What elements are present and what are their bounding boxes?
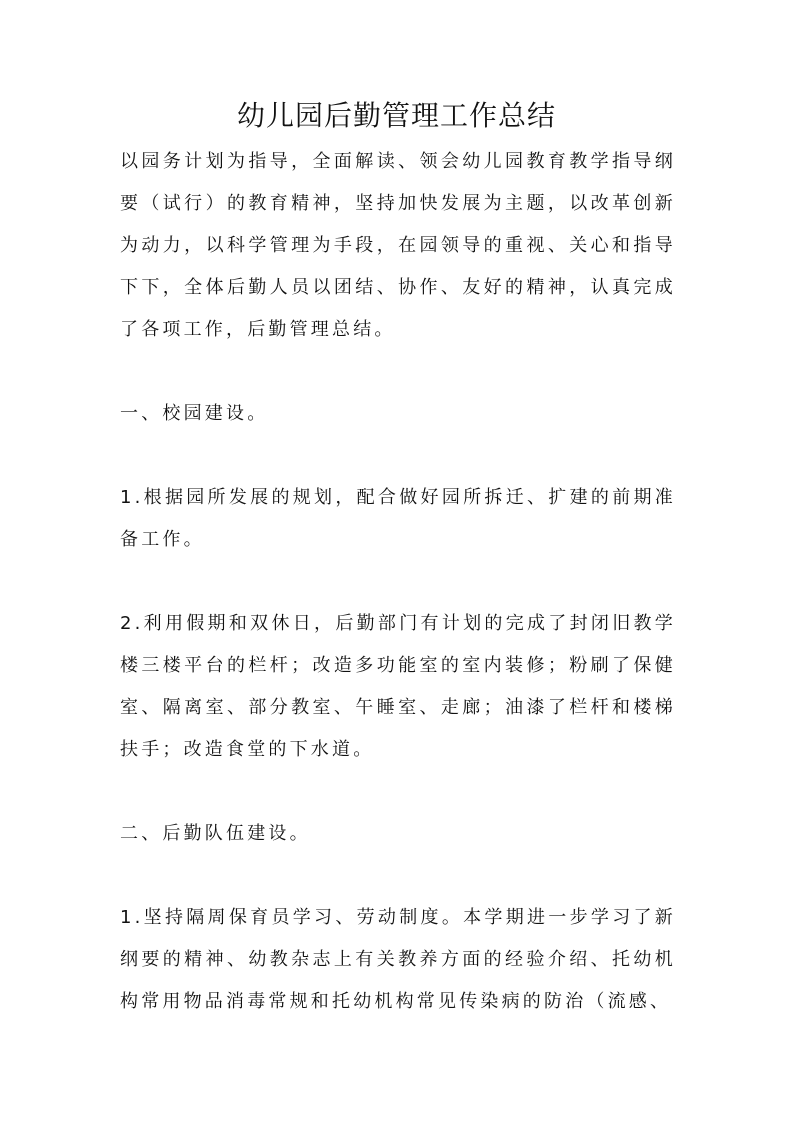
intro-paragraph: 以园务计划为指导，全面解读、领会幼儿园教育教学指导纲要（试行）的教育精神，坚持加快发展为主题，以改革创新为动力，以科学管理为手段，在园领导的重视、关心和指导下下，全体后勤人员以团结、协作、友好的精神，认真完成了各项工作，后勤管理总结。	[120, 151, 676, 340]
paragraph-gap	[120, 435, 676, 477]
section-heading-team: 二、后勤队伍建设。	[120, 823, 311, 844]
document-title: 幼儿园后勤管理工作总结	[236, 99, 556, 132]
section-heading-campus: 一、校园建设。	[120, 403, 269, 424]
paragraph-gap	[120, 771, 676, 813]
paragraph-gap	[120, 351, 676, 393]
paragraph-gap	[120, 561, 676, 603]
campus-item-2: 2.利用假期和双休日，后勤部门有计划的完成了封闭旧教学楼三楼平台的栏杆；改造多功能室的室内装修；粉刷了保健室、隔离室、部分教室、午睡室、走廊；油漆了栏杆和楼梯扶手；改造食堂的下水道。	[120, 613, 676, 760]
team-item-1: 1.坚持隔周保育员学习、劳动制度。本学期进一步学习了新纲要的精神、幼教杂志上有关教养方面的经验介绍、托幼机构常用物品消毒常规和托幼机构常见传染病的防治（流感、	[120, 907, 676, 1012]
paragraph-gap	[120, 855, 676, 897]
document-body	[120, 141, 676, 1023]
campus-item-1: 1.根据园所发展的规划，配合做好园所拆迁、扩建的前期准备工作。	[120, 487, 676, 550]
